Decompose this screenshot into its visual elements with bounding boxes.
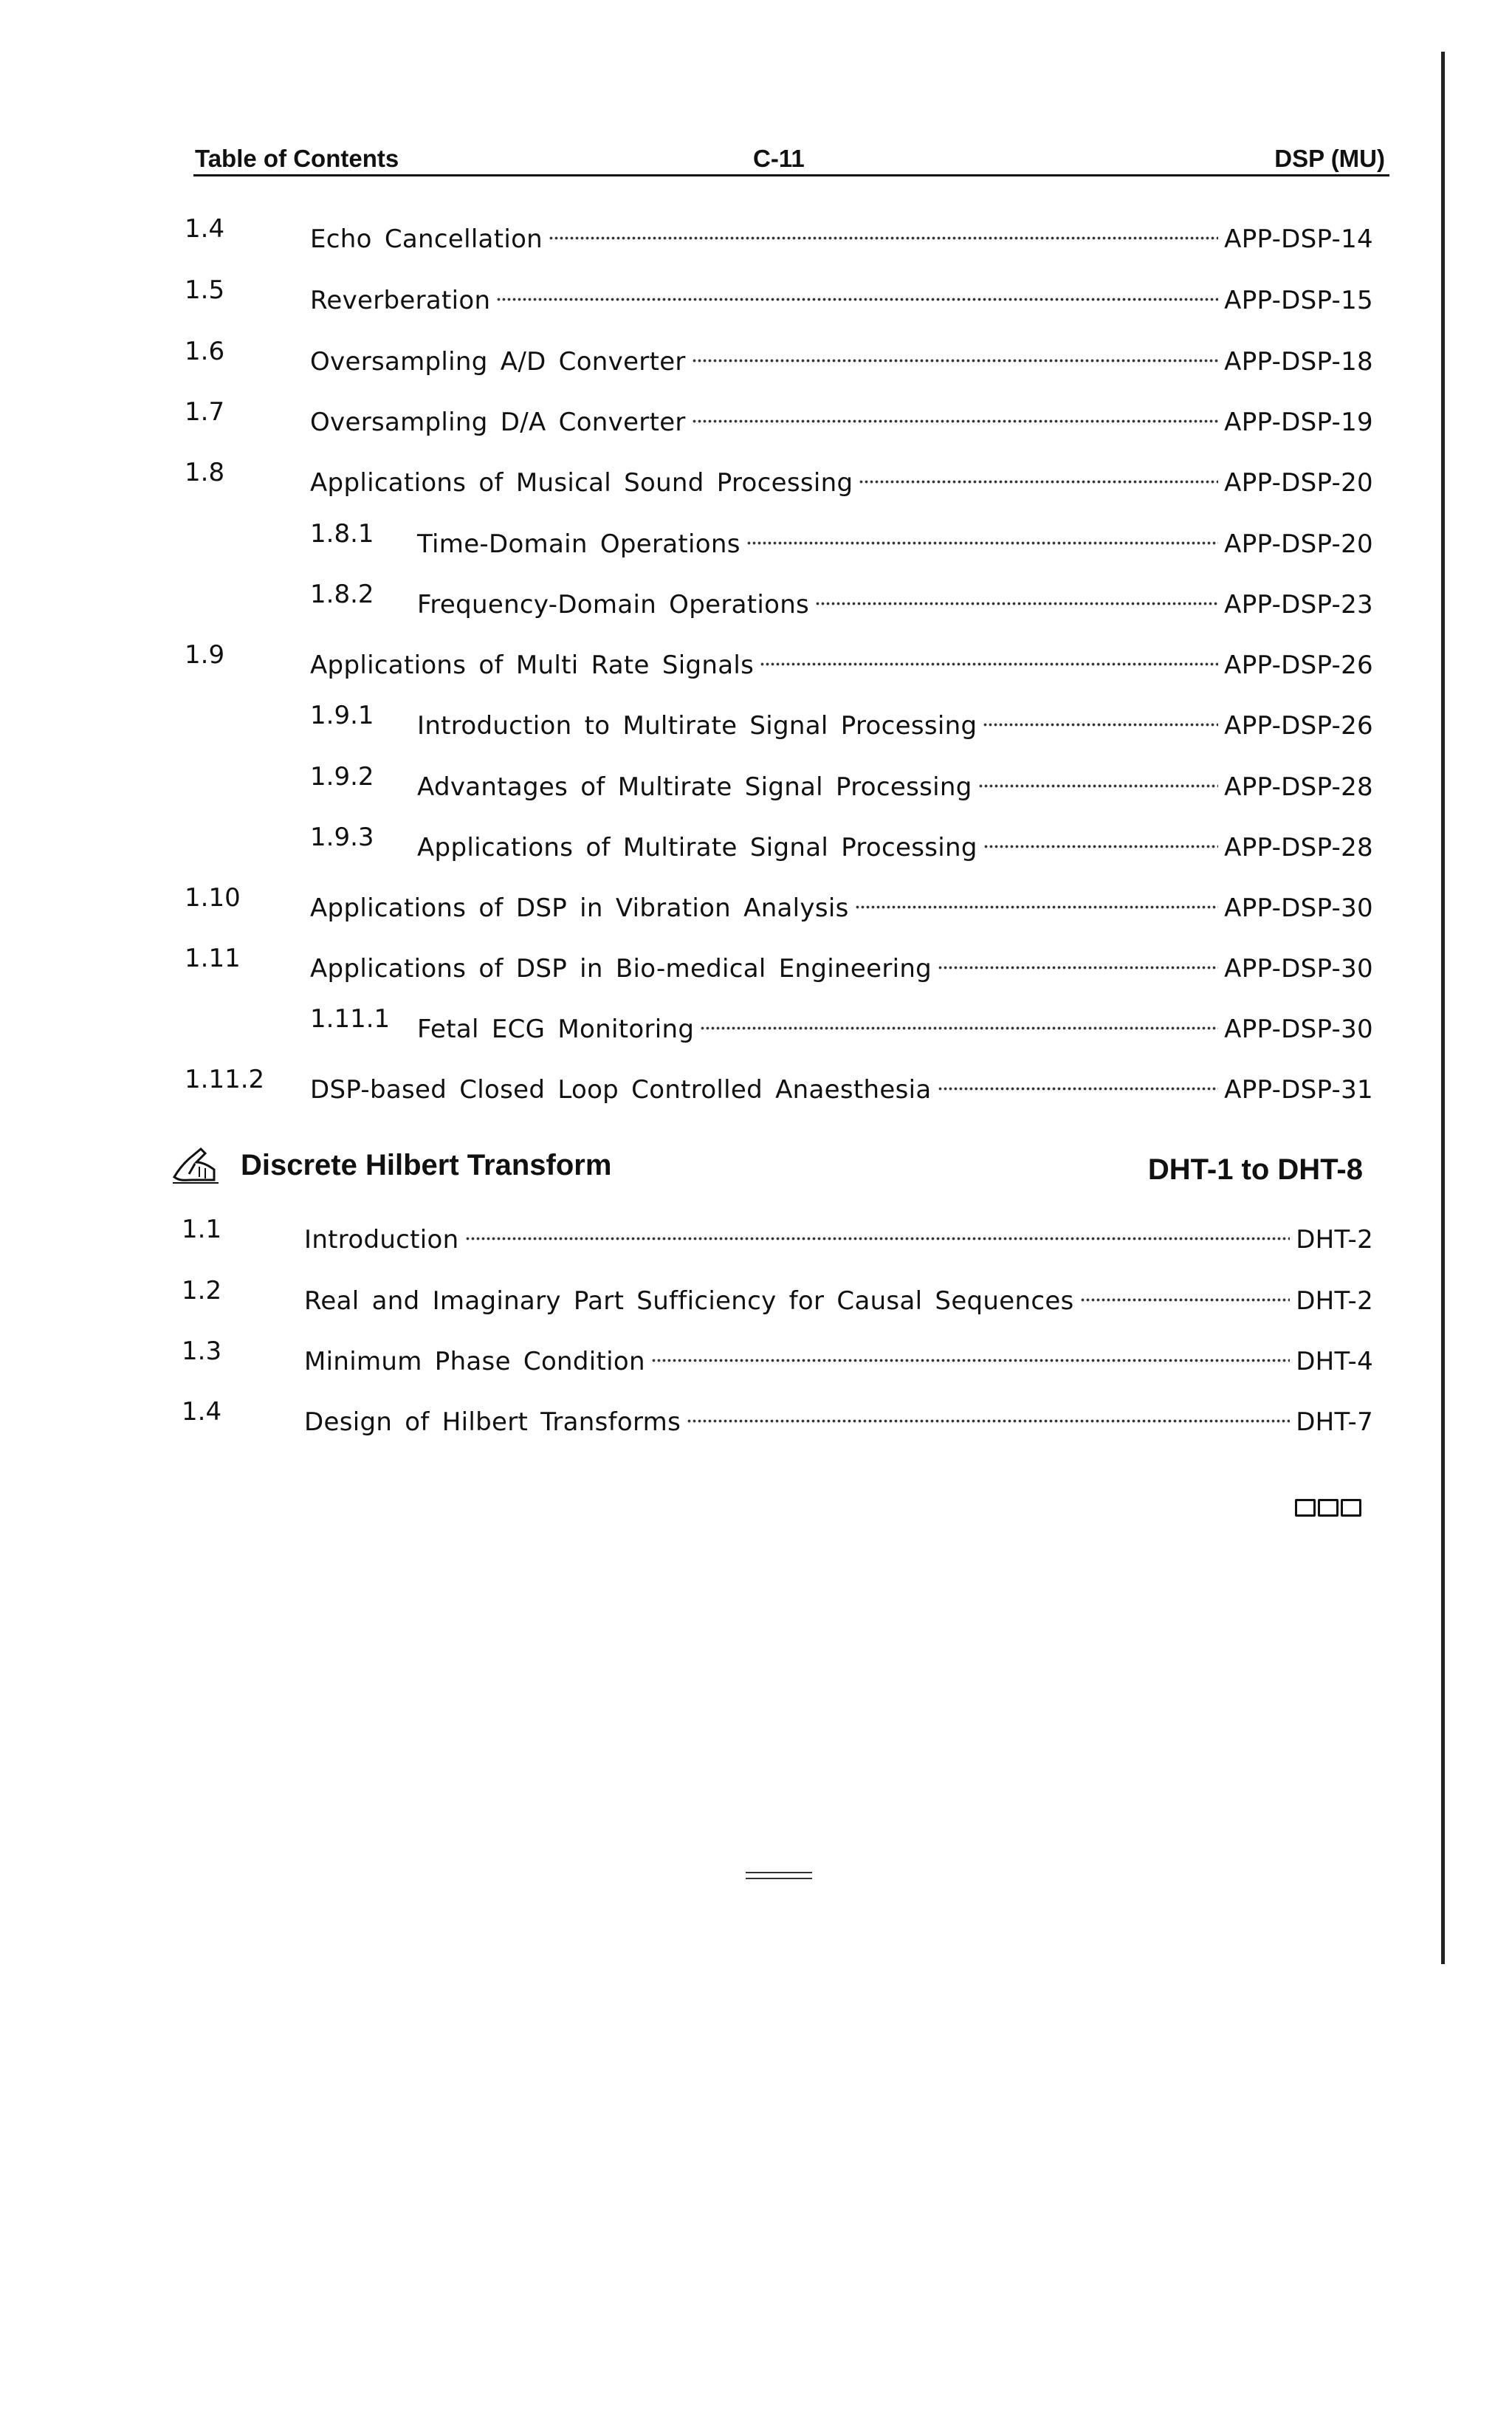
- entry-title: Applications of DSP in Vibration Analysis: [310, 893, 849, 923]
- dot-leader: [465, 1211, 1291, 1248]
- entry-title: Fetal ECG Monitoring: [417, 1015, 695, 1044]
- bottom-divider: [746, 1872, 812, 1879]
- dot-leader: [496, 272, 1218, 309]
- dot-leader: [692, 394, 1218, 430]
- dot-leader: [938, 940, 1218, 977]
- header-right-title: DSP (MU): [1274, 145, 1385, 172]
- toc-entry: [182, 1393, 1373, 1437]
- entry-title: Introduction: [304, 1225, 459, 1255]
- entry-number: 1.6: [185, 337, 225, 366]
- entry-number: 1.7: [185, 397, 225, 427]
- writing-hand-icon: [170, 1145, 221, 1186]
- entry-title: Time-Domain Operations: [417, 529, 740, 559]
- entry-page: DHT-2: [1296, 1225, 1373, 1255]
- entry-page: APP-DSP-18: [1224, 347, 1373, 377]
- entry-number: 1.5: [185, 275, 225, 305]
- entry-number: 1.11.2: [185, 1065, 265, 1094]
- entry-title: Design of Hilbert Transforms: [304, 1407, 681, 1437]
- dot-leader: [938, 1061, 1219, 1098]
- entry-number: 1.8: [185, 458, 225, 487]
- dot-leader: [760, 636, 1218, 673]
- toc-entry: [182, 1211, 1373, 1255]
- toc-entry: [185, 879, 1373, 923]
- entry-page: DHT-7: [1296, 1407, 1373, 1437]
- entry-page: APP-DSP-28: [1224, 833, 1373, 862]
- entry-title: Advantages of Multirate Signal Processing: [417, 772, 972, 802]
- entry-number: 1.9.2: [310, 762, 374, 792]
- toc-entry: [182, 1333, 1373, 1376]
- entry-number: 1.9: [185, 640, 225, 670]
- entry-number: 1.9.3: [310, 823, 374, 852]
- entry-page: APP-DSP-26: [1224, 651, 1373, 680]
- entry-number: 1.1: [182, 1215, 222, 1244]
- toc-entry: [185, 1061, 1373, 1105]
- toc-entry: [185, 394, 1373, 437]
- entry-title: Applications of Musical Sound Processing: [310, 468, 853, 498]
- entry-page: APP-DSP-23: [1224, 590, 1373, 620]
- entry-page: APP-DSP-14: [1224, 224, 1373, 254]
- section-title: Discrete Hilbert Transform: [241, 1149, 612, 1181]
- dot-leader: [1080, 1272, 1291, 1309]
- dot-leader: [549, 210, 1218, 247]
- entry-page: APP-DSP-28: [1224, 772, 1373, 802]
- entry-number: 1.10: [185, 883, 241, 913]
- entry-number: 1.4: [182, 1397, 222, 1427]
- section-heading: [170, 1145, 1366, 1189]
- entry-title: Frequency-Domain Operations: [417, 590, 810, 620]
- entry-page: APP-DSP-20: [1224, 529, 1373, 559]
- page-header: [193, 137, 1389, 176]
- entry-title: Oversampling D/A Converter: [310, 408, 686, 437]
- toc-entry: [185, 1001, 1373, 1044]
- dot-leader: [815, 576, 1218, 613]
- entry-title: Applications of Multi Rate Signals: [310, 651, 755, 680]
- dot-leader: [687, 1393, 1290, 1430]
- end-box: [1295, 1499, 1316, 1517]
- page-edge-rule: [1441, 52, 1445, 1964]
- section-page-range: DHT-1 to DHT-8: [1147, 1153, 1363, 1186]
- entry-page: APP-DSP-19: [1224, 408, 1373, 437]
- entry-page: APP-DSP-15: [1224, 286, 1373, 315]
- entry-page: APP-DSP-20: [1224, 468, 1373, 498]
- dot-leader: [700, 1001, 1218, 1037]
- entry-title: DSP-based Closed Loop Controlled Anaesthesia: [310, 1075, 932, 1105]
- toc-entry: [185, 576, 1373, 620]
- entry-number: 1.11: [185, 944, 241, 973]
- entry-title: Reverberation: [310, 286, 491, 315]
- entry-title: Applications of DSP in Bio-medical Engineering: [310, 954, 932, 984]
- entry-number: 1.9.1: [310, 701, 374, 730]
- toc-entry: [185, 636, 1373, 680]
- entry-page: APP-DSP-31: [1224, 1075, 1373, 1105]
- end-box: [1341, 1499, 1361, 1517]
- entry-number: 1.3: [182, 1336, 222, 1366]
- entry-page: DHT-4: [1296, 1347, 1373, 1376]
- entry-page: APP-DSP-30: [1224, 954, 1373, 984]
- dot-leader: [983, 819, 1218, 856]
- three-boxes-icon: [1295, 1499, 1361, 1517]
- toc-entry: [185, 272, 1373, 315]
- entry-number: 1.4: [185, 214, 225, 244]
- dot-leader: [978, 758, 1219, 795]
- entry-title: Introduction to Multirate Signal Processing: [417, 711, 977, 741]
- toc-entry: [185, 940, 1373, 984]
- toc-entry: [185, 697, 1373, 741]
- toc-entry: [185, 333, 1373, 377]
- entry-title: Applications of Multirate Signal Processing: [417, 833, 977, 862]
- entry-number: 1.8.1: [310, 519, 374, 549]
- toc-entry: [185, 819, 1373, 862]
- entry-number: 1.11.1: [310, 1004, 391, 1034]
- entry-title: Real and Imaginary Part Sufficiency for Causal Sequences: [304, 1286, 1074, 1316]
- end-box: [1318, 1499, 1339, 1517]
- toc-entry: [185, 210, 1373, 254]
- entry-title: Oversampling A/D Converter: [310, 347, 686, 377]
- dot-leader: [855, 879, 1219, 916]
- toc-entry: [185, 454, 1373, 498]
- dot-leader: [746, 515, 1218, 552]
- toc-entry: [185, 758, 1373, 802]
- entry-page: DHT-2: [1296, 1286, 1373, 1316]
- entry-page: APP-DSP-30: [1224, 893, 1373, 923]
- entry-number: 1.2: [182, 1276, 222, 1305]
- entry-page: APP-DSP-30: [1224, 1015, 1373, 1044]
- entry-title: Echo Cancellation: [310, 224, 543, 254]
- entry-title: Minimum Phase Condition: [304, 1347, 645, 1376]
- dot-leader: [983, 697, 1218, 734]
- dot-leader: [651, 1333, 1290, 1370]
- header-page-number: C-11: [753, 145, 805, 172]
- toc-entry: [185, 515, 1373, 559]
- entry-number: 1.8.2: [310, 580, 374, 609]
- header-left-title: Table of Contents: [195, 145, 399, 172]
- toc-entry: [182, 1272, 1373, 1316]
- entry-page: APP-DSP-26: [1224, 711, 1373, 741]
- dot-leader: [859, 454, 1218, 491]
- dot-leader: [692, 333, 1218, 370]
